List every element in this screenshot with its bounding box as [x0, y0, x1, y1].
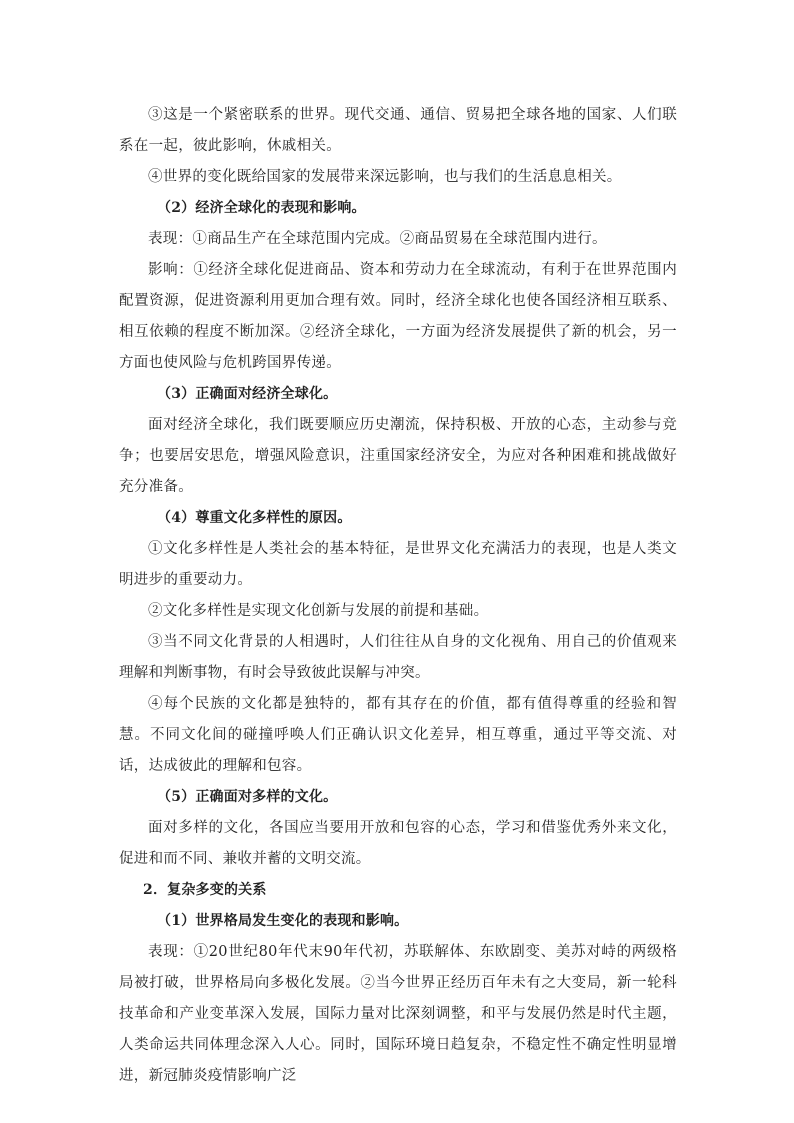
paragraph-connected-world: ③这是一个紧密联系的世界。现代交通、通信、贸易把全球各地的国家、人们联系在一起，彼此影响，休戚相关。 [119, 107, 677, 154]
heading-face-globalization: （3）正确面对经济全球化。 [157, 386, 338, 402]
heading-cultural-diversity-reasons: （4）尊重文化多样性的原因。 [157, 510, 352, 526]
paragraph-world-changes: ④世界的变化既给国家的发展带来深远影响，也与我们的生活息息相关。 [148, 169, 622, 185]
paragraph-face-globalization: 面对经济全球化，我们既要顺应历史潮流，保持积极、开放的心态，主动参与竞争；也要居安思危，增强风险意识，注重国家经济安全，为应对各种困难和挑战做好充分准备。 [119, 417, 677, 495]
paragraph-diversity-4: ④每个民族的文化都是独特的，都有其存在的价值，都有值得尊重的经验和智慧。不同文化间的碰撞呼唤人们正确认识文化差异，相互尊重，通过平等交流、对话，达成彼此的理解和包容。 [119, 696, 677, 774]
paragraph-globalization-manifestation: 表现：①商品生产在全球范围内完成。②商品贸易在全球范围内进行。 [148, 231, 607, 247]
paragraph-diversity-1: ①文化多样性是人类社会的基本特征，是世界文化充满活力的表现，也是人类文明进步的重要动力。 [119, 541, 677, 588]
heading-globalization-effects: （2）经济全球化的表现和影响。 [157, 200, 366, 216]
heading-face-diverse-cultures: （5）正确面对多样的文化。 [157, 789, 338, 805]
paragraph-globalization-impact: 影响：①经济全球化促进商品、资本和劳动力在全球流动，有利于在世界范围内配置资源，促进资源利用更加合理有效。同时，经济全球化也使各国经济相互联系、相互依赖的程度不断加深。②经济全球化，一方面为经济发展提供了新的机会，另一方面也使风险与危机跨国界传递。 [119, 262, 677, 371]
paragraph-diversity-2: ②文化多样性是实现文化创新与发展的前提和基础。 [148, 603, 489, 619]
heading-complex-relations: 2．复杂多变的关系 [143, 882, 267, 898]
paragraph-diversity-3: ③当不同文化背景的人相遇时，人们往往从自身的文化视角、用自己的价值观来理解和判断事物，有时会导致彼此误解与冲突。 [119, 634, 677, 681]
paragraph-face-diverse-cultures: 面对多样的文化，各国应当要用开放和包容的心态，学习和借鉴优秀外来文化，促进和而不同、兼收并蓄的文明交流。 [119, 820, 677, 867]
heading-world-pattern-changes: （1）世界格局发生变化的表现和影响。 [157, 913, 409, 929]
document-body [119, 100, 677, 1092]
paragraph-world-pattern-changes: 表现：①20世纪80年代末90年代初，苏联解体、东欧剧变、美苏对峙的两级格局被打破，世界格局向多极化发展。②当今世界正经历百年未有之大变局，新一轮科技革命和产业变革深入发展，国际力量对比深刻调整，和平与发展仍然是时代主题，人类命运共同体理念深入人心。同时，国际环境日趋复杂，不稳定性不确定性明显增进，新冠肺炎疫情影响广泛 [119, 944, 677, 1084]
